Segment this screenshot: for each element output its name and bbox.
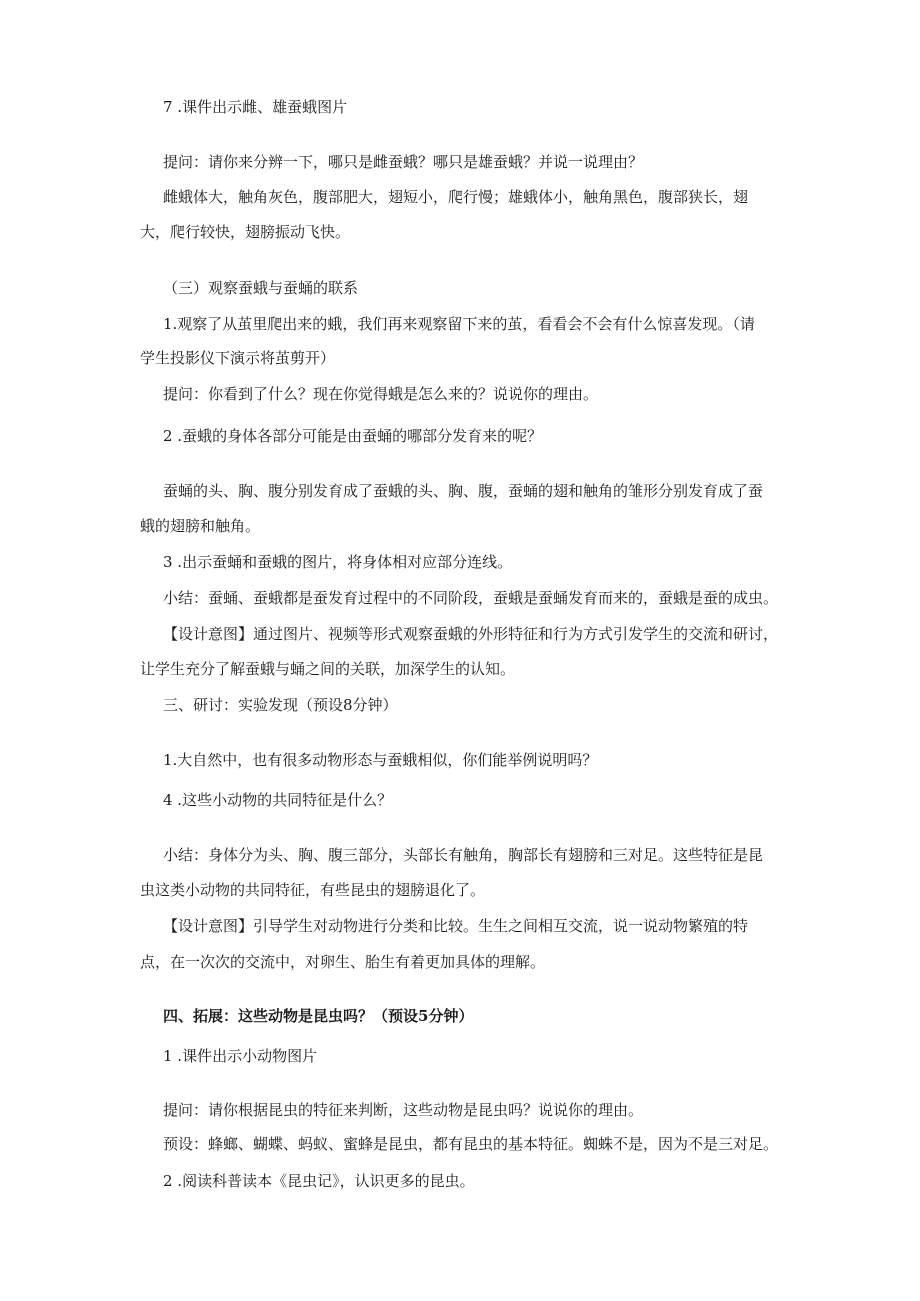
discussion-item-1: 1.大自然中，也有很多动物形态与蚕蛾相似，你们能举例说明吗？ [163,751,598,769]
question-insect-judge: 提问：请你根据昆虫的特征来判断，这些动物是昆虫吗？说说你的理由。 [163,1101,644,1119]
design-intent-2-line-1: 【设计意图】引导学生对动物进行分类和比较。生生之间相互交流，说一说动物繁殖的特 [163,917,749,935]
extension-item-2: 2 .阅读科普读本《昆虫记》，认识更多的昆虫。 [163,1172,475,1190]
part-4-heading: 四、拓展：这些动物是昆虫吗？（预设5分钟） [163,1007,474,1025]
summary-insect-line-2: 虫这类小动物的共同特征，有些昆虫的翅膀退化了。 [140,881,486,899]
design-intent-2-line-2: 点，在一次次的交流中，对卵生、胎生有着更加具体的理解。 [140,953,546,971]
preset-answer: 预设：蜂螂、蝴蝶、蚂蚁、蜜蜂是昆虫，都有昆虫的基本特征。蜘蛛不是，因为不是三对足。 [163,1135,779,1153]
item-2-heading: 2 .蚕蛾的身体各部分可能是由蚕蛹的哪部分发育来的呢？ [163,427,543,445]
section-3-heading: （三）观察蚕蛾与蚕蛹的联系 [163,279,359,297]
question-distinguish: 提问：请你来分辨一下，哪只是雌蚕蛾？哪只是雄蚕蛾？并说一说理由？ [163,153,644,171]
summary-insect-line-1: 小结：身体分为头、胸、腹三部分，头部长有触角，胸部长有翅膀和三对足。这些特征是昆 [163,846,764,864]
pupa-answer-line-1: 蚕蛹的头、胸、腹分别发育成了蚕蛾的头、胸、腹，蚕蛹的翅和触角的雏形分别发育成了蚕 [163,482,764,500]
summary-pupa-moth: 小结：蚕蛹、蚕蛾都是蚕发育过程中的不同阶段，蚕蛾是蚕蛹发育而来的，蚕蛾是蚕的成虫。 [163,589,779,607]
part-3-heading: 三、研讨：实验发现（预设8分钟） [163,696,398,714]
item-1-line-1: 1.观察了从茧里爬出来的蛾，我们再来观察留下来的茧，看看会不会有什么惊喜发现。（请 [163,315,755,333]
question-moth-origin: 提问：你看到了什么？现在你觉得蛾是怎么来的？说说你的理由。 [163,385,599,403]
design-intent-1-line-2: 让学生充分了解蚕蛾与蛹之间的关联，加深学生的认知。 [140,660,516,678]
design-intent-1-line-1: 【设计意图】通过图片、视频等形式观察蚕蛾的外形特征和行为方式引发学生的交流和研讨， [163,625,779,643]
answer-line-2: 大，爬行较快，翅膀振动飞快。 [140,223,351,241]
item-3-heading: 3 .出示蚕蛹和蚕蛾的图片，将身体相对应部分连线。 [163,553,513,571]
answer-line-1: 雌蛾体大，触角灰色，腹部肥大，翅短小，爬行慢；雄蛾体小，触角黑色，腹部狭长，翅 [163,188,749,206]
discussion-item-4: 4 .这些小动物的共同特征是什么？ [163,791,393,809]
item-7-heading: 7 .课件出示雌、雄蚕蛾图片 [163,98,348,116]
pupa-answer-line-2: 蛾的翅膀和触角。 [140,517,261,535]
item-1-line-2: 学生投影仪下演示将茧剪开） [140,349,336,367]
extension-item-1: 1 .课件出示小动物图片 [163,1047,318,1065]
